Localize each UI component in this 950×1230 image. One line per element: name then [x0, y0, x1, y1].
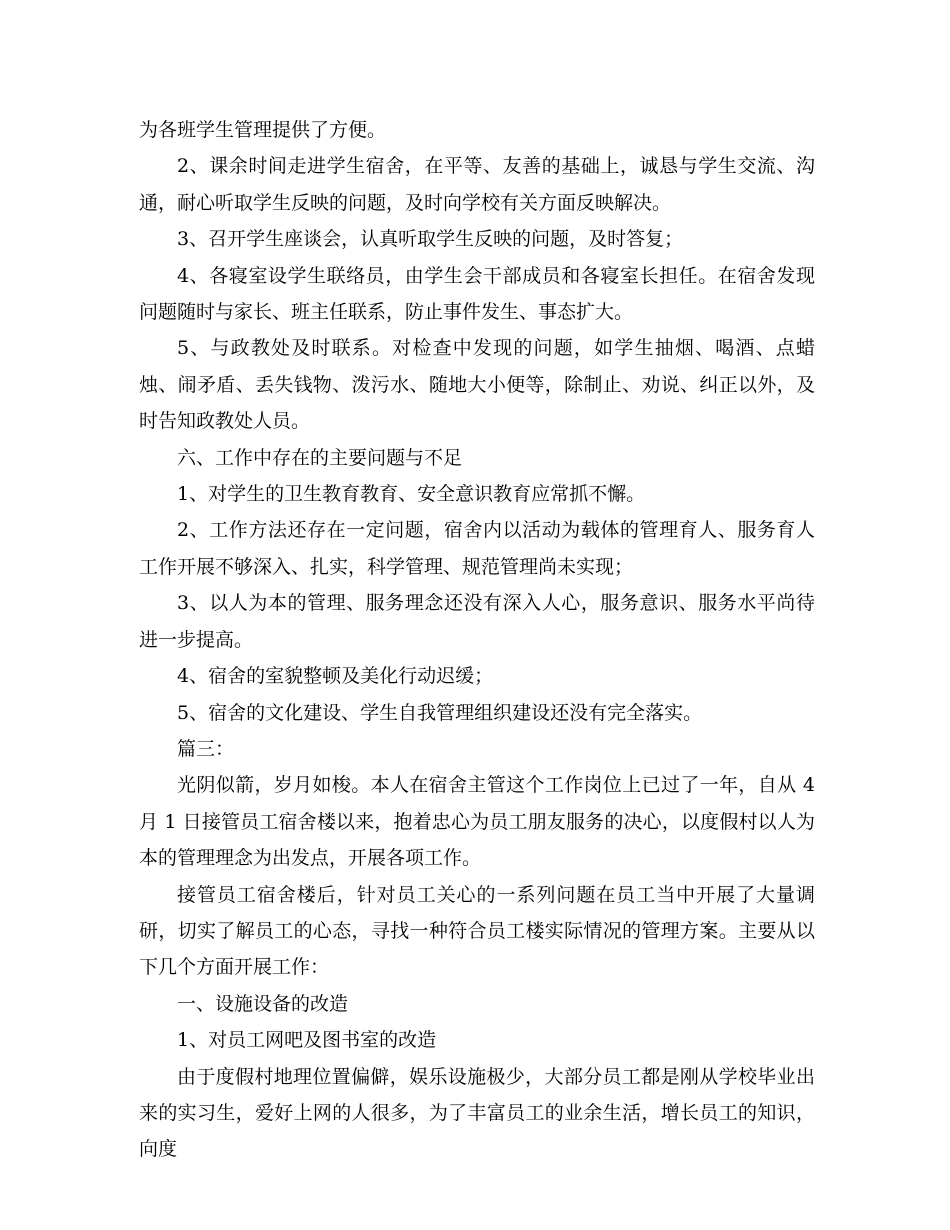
section-heading: 六、工作中存在的主要问题与不足	[177, 446, 463, 469]
section-heading: 一、设施设备的改造	[177, 992, 349, 1015]
section-heading: 篇三：	[177, 737, 235, 760]
document-body	[139, 112, 815, 1168]
paragraph: 为各班学生管理提供了方便。	[139, 119, 387, 141]
subsection-heading: 1、对员工网吧及图书室的改造	[177, 1029, 437, 1052]
paragraph: 4、各寝室设学生联络员，由学生会干部成员和各寝室长担任。在宿舍发现问题随时与家长、班主任联系，防止事件发生、事态扩大。	[139, 264, 815, 324]
paragraph: 5、与政教处及时联系。对检查中发现的问题，如学生抽烟、喝酒、点蜡烛、闹矛盾、丢失钱物、泼污水、随地大小便等，除制止、劝说、纠正以外，及时告知政教处人员。	[139, 337, 815, 433]
paragraph: 由于度假村地理位置偏僻，娱乐设施极少，大部分员工都是刚从学校毕业出来的实习生，爱好上网的人很多，为了丰富员工的业余生活，增长员工的知识，向度	[139, 1065, 815, 1161]
paragraph: 3、以人为本的管理、服务理念还没有深入人心，服务意识、服务水平尚待进一步提高。	[139, 592, 815, 651]
paragraph: 接管员工宿舍楼后，针对员工关心的一系列问题在员工当中开展了大量调研，切实了解员工的心态，寻找一种符合员工楼实际情况的管理方案。主要从以下几个方面开展工作：	[139, 883, 815, 979]
paragraph: 5、宿舍的文化建设、学生自我管理组织建设还没有完全落实。	[177, 701, 703, 724]
paragraph: 3、召开学生座谈会，认真听取学生反映的问题，及时答复；	[177, 228, 684, 251]
paragraph: 2、课余时间走进学生宿舍，在平等、友善的基础上，诚恳与学生交流、沟通，耐心听取学生反映的问题，及时向学校有关方面反映解决。	[139, 155, 815, 214]
paragraph: 1、对学生的卫生教育教育、安全意识教育应常抓不懈。	[177, 483, 646, 506]
paragraph: 光阴似箭，岁月如梭。本人在宿舍主管这个工作岗位上已过了一年，自从 4 月 1 日接管员工宿舍楼以来，抱着忠心为员工朋友服务的决心，以度假村以人为本的管理理念为出发点，开展各项工作。	[139, 774, 815, 870]
paragraph: 2、工作方法还存在一定问题，宿舍内以活动为载体的管理育人、服务育人工作开展不够深入、扎实，科学管理、规范管理尚未实现；	[139, 519, 815, 578]
paragraph: 4、宿舍的室貌整顿及美化行动迟缓；	[177, 665, 494, 688]
